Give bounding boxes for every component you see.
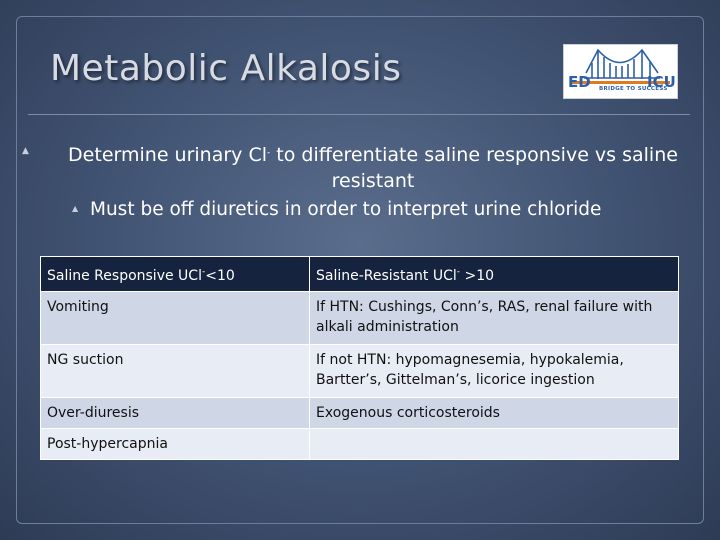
logo-tagline: BRIDGE TO SUCCESS: [599, 86, 668, 92]
saline-response-table: [40, 256, 679, 460]
logo-text-ed: ED: [568, 73, 591, 91]
bullet-urinary-chloride: [48, 140, 698, 194]
slide-title: Metabolic Alkalosis: [50, 48, 402, 89]
sub-bullet-diuretics: Must be off diuretics in order to interpret urine chloride: [90, 199, 602, 220]
header-col2-charge: -: [456, 267, 461, 277]
table-cell: NG suction: [41, 345, 310, 398]
header-col1-charge: -: [201, 267, 206, 277]
logo-text-icu: ICU: [647, 73, 676, 91]
table-row: [41, 292, 679, 345]
table-cell: Post-hypercapnia: [41, 429, 310, 460]
header-col2-text: Saline-Resistant UCl: [316, 268, 457, 284]
bullet-icon: ▲: [22, 146, 29, 156]
header-saline-responsive: [41, 257, 310, 292]
header-col2-threshold: >10: [460, 268, 495, 284]
edicu-logo: [563, 44, 678, 99]
table-cell: If HTN: Cushings, Conn’s, RAS, renal failure with alkali administration: [310, 292, 679, 345]
table-row: [41, 429, 679, 460]
chloride-charge: -: [267, 148, 271, 158]
bullet1-text-start: Determine urinary Cl: [68, 144, 267, 166]
table-header-row: [41, 257, 679, 292]
table-cell: Over-diuresis: [41, 398, 310, 429]
table-row: [41, 398, 679, 429]
table-cell: Vomiting: [41, 292, 310, 345]
header-saline-resistant: [310, 257, 679, 292]
title-divider: [28, 114, 690, 115]
header-col1-threshold: <10: [205, 268, 235, 284]
sub-bullet-icon: ▲: [72, 204, 79, 213]
table-cell: Exogenous corticosteroids: [310, 398, 679, 429]
table-row: [41, 345, 679, 398]
table-cell: [310, 429, 679, 460]
bullet1-text-end: to differentiate saline responsive vs saline resistant: [270, 144, 678, 192]
table-cell: If not HTN: hypomagnesemia, hypokalemia, Bartter’s, Gittelman’s, licorice ingestion: [310, 345, 679, 398]
header-col1-text: Saline Responsive UCl: [47, 268, 202, 284]
